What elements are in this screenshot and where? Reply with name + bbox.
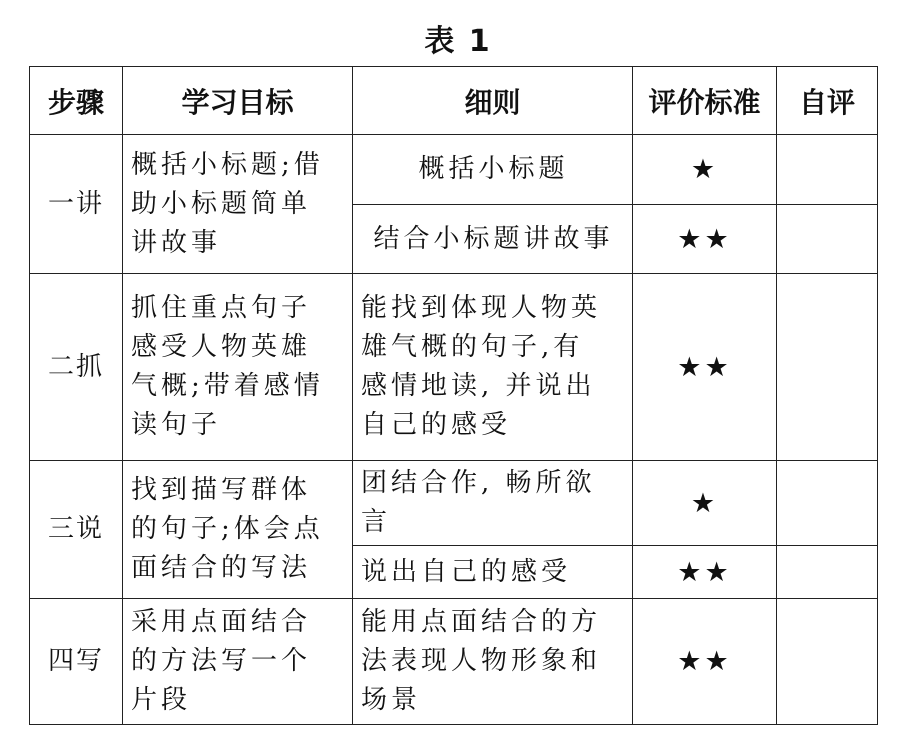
- table-row: [30, 599, 878, 725]
- goal-line: 的句子;体会点: [131, 514, 324, 544]
- detail-line: 团结合作, 畅所欲: [361, 468, 596, 498]
- goal-line: 读句子: [131, 410, 222, 440]
- table-row: [30, 135, 878, 205]
- goal-cell: [123, 274, 353, 461]
- detail-cell: [353, 274, 633, 461]
- detail-line: 说出自己的感受: [361, 556, 572, 587]
- goal-line: 气概;带着感情: [131, 371, 324, 401]
- detail-line: 结合小标题讲故事: [373, 223, 614, 254]
- detail-cell: [353, 205, 633, 274]
- self-eval-cell[interactable]: [777, 599, 878, 725]
- self-eval-cell[interactable]: [777, 274, 878, 461]
- evaluation-table: [29, 66, 878, 725]
- table-row: [30, 461, 878, 546]
- detail-cell: [353, 546, 633, 599]
- detail-line: 感情地读, 并说出: [361, 371, 596, 401]
- step-cell: 一讲: [30, 135, 123, 274]
- goal-line: 面结合的写法: [131, 553, 312, 583]
- detail-line: 言: [361, 507, 392, 537]
- self-eval-cell[interactable]: [777, 546, 878, 599]
- self-eval-cell[interactable]: [777, 461, 878, 546]
- rating-cell: ★★: [633, 205, 777, 274]
- rating-cell: ★★: [633, 599, 777, 725]
- detail-line: 雄气概的句子,有: [361, 332, 584, 362]
- goal-line: 的方法写一个: [131, 646, 312, 676]
- detail-cell: [353, 461, 633, 546]
- goal-line: 抓住重点句子: [131, 293, 312, 323]
- step-cell: 三说: [30, 461, 123, 599]
- goal-line: 讲故事: [131, 227, 222, 258]
- rating-cell: ★: [633, 461, 777, 546]
- step-cell: 二抓: [30, 274, 123, 461]
- goal-cell: [123, 135, 353, 274]
- goal-line: 找到描写群体: [131, 475, 312, 505]
- header-self-eval: 自评: [777, 67, 878, 135]
- table-row: [30, 274, 878, 461]
- detail-cell: [353, 599, 633, 725]
- self-eval-cell[interactable]: [777, 135, 878, 205]
- detail-line: 场景: [361, 685, 422, 715]
- goal-line: 助小标题简单: [131, 188, 312, 219]
- rating-cell: ★★: [633, 546, 777, 599]
- detail-line: 概括小标题: [418, 154, 569, 184]
- rating-cell: ★★: [633, 274, 777, 461]
- header-detail: 细则: [353, 67, 633, 135]
- header-criteria: 评价标准: [633, 67, 777, 135]
- step-cell: 四写: [30, 599, 123, 725]
- detail-line: 能找到体现人物英: [361, 293, 602, 323]
- self-eval-cell[interactable]: [777, 205, 878, 274]
- detail-line: 能用点面结合的方: [361, 607, 602, 637]
- header-step: 步骤: [30, 67, 123, 135]
- goal-line: 采用点面结合: [131, 607, 312, 637]
- goal-line: 概括小标题;借: [131, 149, 324, 180]
- detail-line: 法表现人物形象和: [361, 646, 602, 676]
- goal-line: 片段: [131, 685, 192, 715]
- goal-line: 感受人物英雄: [131, 332, 312, 362]
- rating-cell: ★: [633, 135, 777, 205]
- detail-line: 自己的感受: [361, 410, 512, 440]
- header-row: [30, 67, 878, 135]
- header-goal: 学习目标: [123, 67, 353, 135]
- goal-cell: [123, 599, 353, 725]
- table-title: 表 1: [424, 24, 492, 59]
- detail-cell: [353, 135, 633, 205]
- goal-cell: [123, 461, 353, 599]
